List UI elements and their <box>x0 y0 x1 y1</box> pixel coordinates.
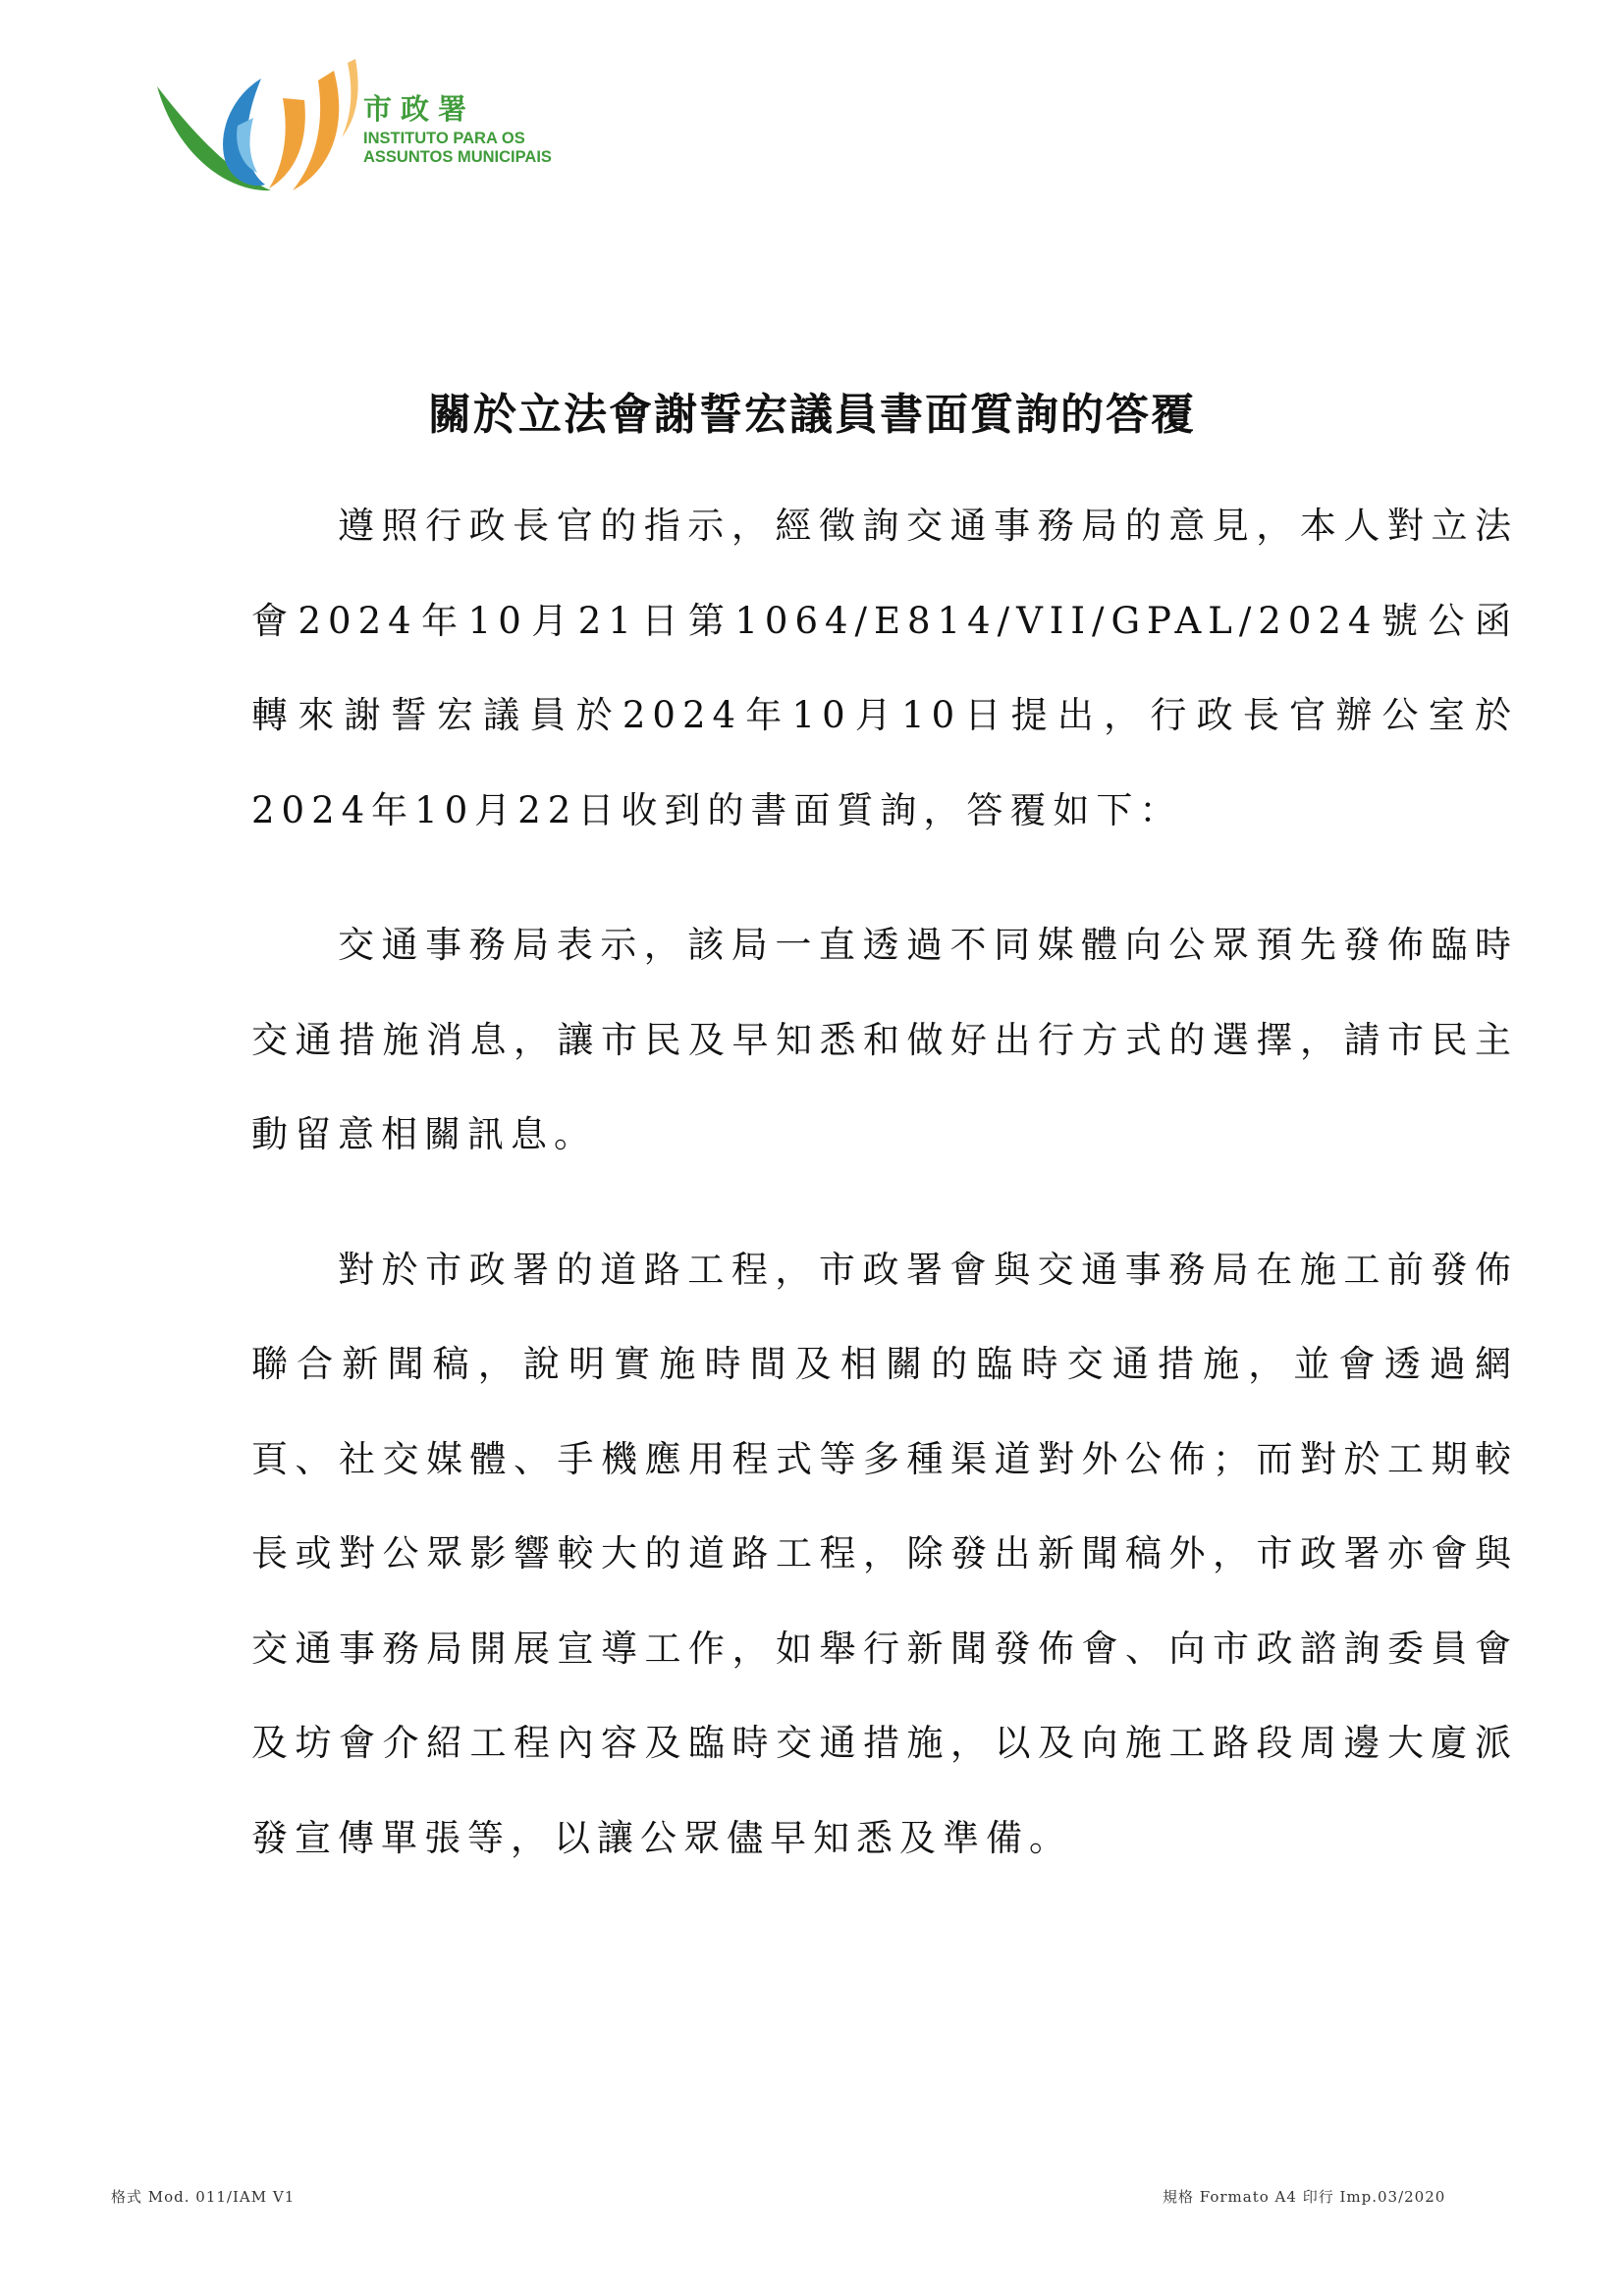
org-name-pt-line1: INSTITUTO PARA OS <box>363 130 525 147</box>
footer-format-info: 規格 Formato A4 印行 Imp.03/2020 <box>1163 2188 1446 2206</box>
footer-form-code: 格式 Mod. 011/IAM V1 <box>111 2188 296 2206</box>
document-body <box>251 479 1528 1926</box>
org-name-cn: 市政署 <box>363 94 476 126</box>
document-title: 關於立法會謝誓宏議員書面質詢的答覆 <box>428 390 1196 440</box>
paragraph-traffic-bureau: 交通事務局表示，該局一直透過不同媒體向公眾預先發佈臨時交通措施消息，讓市民及早知悉和做好出行方式的選擇，請市民主動留意相關訊息。 <box>251 924 1518 1155</box>
iam-logo-icon <box>155 57 361 199</box>
paragraph-road-works: 對於市政署的道路工程，市政署會與交通事務局在施工前發佈聯合新聞稿，說明實施時間及相關的臨時交通措施，並會透過網頁、社交媒體、手機應用程式等多種渠道對外公佈；而對於工期較長或對公眾影響較大的道路工程，除發出新聞稿外，市政署亦會與交通事務局開展宣導工作，如舉行新聞發佈會、向市政諮詢委員會及坊會介紹工程內容及臨時交通措施，以及向施工路段周邊大廈派發宣傳單張等，以讓公眾儘早知悉及準備。 <box>251 1248 1518 1859</box>
org-name <box>363 96 552 167</box>
paragraph-intro: 遵照行政長官的指示，經徵詢交通事務局的意見，本人對立法會2024年10月21日第1064/E814/VII/GPAL/2024號公函轉來謝誓宏議員於2024年10月10日提出，行政長官辦公室於2024年10月22日收到的書面質詢，答覆如下： <box>251 505 1518 831</box>
org-name-pt-line2: ASSUNTOS MUNICIPAIS <box>363 148 552 166</box>
header-logo <box>155 57 568 199</box>
